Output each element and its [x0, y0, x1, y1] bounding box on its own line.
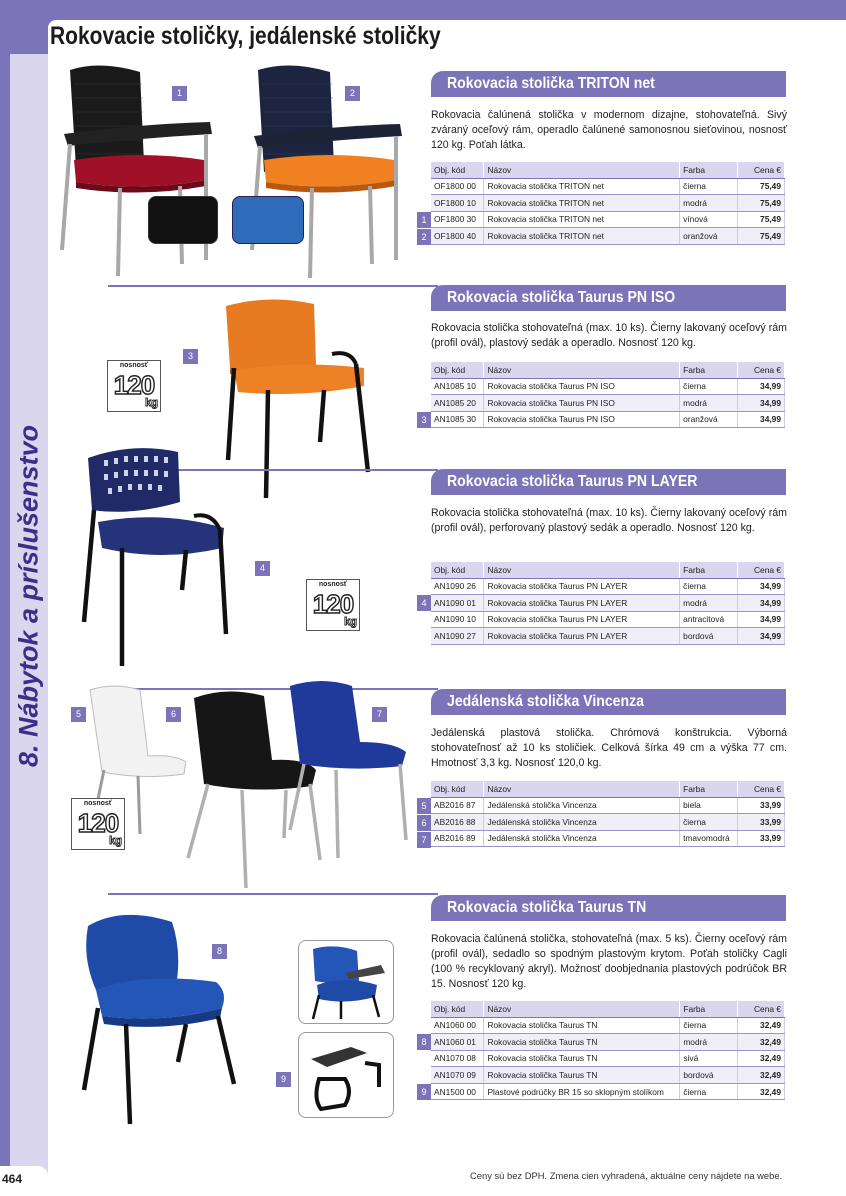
product-name: Jedálenská stolička Vincenza [484, 814, 680, 831]
col-header-price: Cena € [738, 162, 785, 178]
col-header-price: Cena € [738, 1001, 785, 1017]
section-description-triton: Rokovacia čalúnená stolička v modernom dizajne, stohovateľná. Sivý zváraný oceľový rám, operadlo čalúnené samonosnou sieťovinou, nosnosť 120 kg. Poťah látka. [431, 109, 787, 151]
chair-taurus-layer-image [82, 444, 242, 666]
product-code: AN1090 26 [431, 578, 484, 595]
product-price: 34,99 [738, 578, 785, 595]
product-code: AB2016 88 [431, 814, 484, 831]
section-heading-taurus-tn: Rokovacia stolička Taurus TN [431, 895, 786, 921]
row-marker: 4 [417, 595, 431, 611]
image-number-5: 5 [71, 707, 86, 722]
table-row [431, 830, 785, 847]
col-header-color: Farba [680, 781, 738, 797]
table-row [431, 1034, 785, 1051]
page-title: Rokovacie stoličky, jedálenské stoličky [50, 22, 441, 50]
product-name: Rokovacia stolička Taurus TN [484, 1034, 680, 1051]
row-marker: 9 [417, 1084, 431, 1100]
fabric-swatch-black [148, 196, 218, 244]
table-row [431, 395, 785, 412]
col-header-color: Farba [680, 162, 738, 178]
col-header-code: Obj. kód [431, 362, 484, 378]
product-name: Rokovacia stolička Taurus TN [484, 1017, 680, 1034]
product-color: čierna [680, 814, 738, 831]
fabric-swatch-blue [232, 196, 304, 244]
product-name: Rokovacia stolička Taurus PN LAYER [484, 578, 680, 595]
accessory-photo-chair-with-tablet [298, 940, 394, 1024]
product-name: Rokovacia stolička TRITON net [484, 228, 680, 245]
chair-vincenza-blue-image [286, 680, 416, 860]
row-marker: 3 [417, 412, 431, 428]
product-price: 34,99 [738, 395, 785, 412]
product-price: 33,99 [738, 814, 785, 831]
col-header-name: Názov [484, 562, 680, 578]
col-header-color: Farba [680, 1001, 738, 1017]
col-header-price: Cena € [738, 562, 785, 578]
product-code: AB2016 89 [431, 830, 484, 847]
product-name: Rokovacia stolička Taurus TN [484, 1067, 680, 1084]
product-code: OF1800 30 [431, 211, 484, 228]
product-name: Rokovacia stolička Taurus PN ISO [484, 378, 680, 395]
product-price: 75,49 [738, 195, 785, 212]
product-name: Rokovacia stolička Taurus TN [484, 1050, 680, 1067]
row-marker: 2 [417, 229, 431, 245]
product-code: AN1090 01 [431, 595, 484, 612]
col-header-color: Farba [680, 562, 738, 578]
row-marker: 8 [417, 1034, 431, 1050]
table-row [431, 178, 785, 195]
product-price: 32,49 [738, 1017, 785, 1034]
table-row [431, 1083, 785, 1100]
product-color: biela [680, 797, 738, 814]
product-color: bordová [680, 1067, 738, 1084]
col-header-code: Obj. kód [431, 162, 484, 178]
product-name: Jedálenská stolička Vincenza [484, 797, 680, 814]
page-number: 464 [2, 1172, 23, 1186]
product-code: AN1070 08 [431, 1050, 484, 1067]
product-color: modrá [680, 1034, 738, 1051]
product-code: AN1085 10 [431, 378, 484, 395]
product-color: čierna [680, 1083, 738, 1100]
product-price: 34,99 [738, 595, 785, 612]
section-heading-triton: Rokovacia stolička TRITON net [431, 71, 786, 97]
product-price: 75,49 [738, 211, 785, 228]
product-color: čierna [680, 1017, 738, 1034]
col-header-code: Obj. kód [431, 1001, 484, 1017]
section-description-taurus-iso: Rokovacia stolička stohovateľná (max. 10 ks). Čierny lakovaný oceľový rám (profil ovál), plastový sedák a operadlo. Nosnosť 120 kg. [431, 322, 787, 349]
section-description-taurus-layer: Rokovacia stolička stohovateľná (max. 10 ks). Čierny lakovaný oceľový rám (profil ovál), perforovaný plastový sedák a operadlo. Nosnosť 120 kg. [431, 507, 787, 534]
product-code: OF1800 00 [431, 178, 484, 195]
product-price: 32,49 [738, 1034, 785, 1051]
product-name: Rokovacia stolička Taurus PN LAYER [484, 595, 680, 612]
section-description-taurus-tn: Rokovacia čalúnená stolička, stohovateľná (max. 5 ks). Čierny oceľový rám (profil ovál), sedadlo so spodným plastovým krytom. Poťah stoličky Cagli (100 % recyklovaný akryl). Možnosť doobjednania plastových podrúčok BR 15. Nosnosť 120 kg. [431, 933, 787, 990]
product-code: OF1800 10 [431, 195, 484, 212]
table-row [431, 228, 785, 245]
table-row [431, 378, 785, 395]
col-header-name: Názov [484, 362, 680, 378]
product-code: AN1085 20 [431, 395, 484, 412]
image-number-4: 4 [255, 561, 270, 576]
section-description-vincenza: Jedálenská plastová stolička. Chrómová konštrukcia. Výborná stohovateľnosť až 10 ks stoličiek. Celková šírka 49 cm a výška 77 cm. Hmotnosť 3,3 kg. Nosnosť 120,0 kg. [431, 727, 787, 769]
product-code: AN1060 01 [431, 1034, 484, 1051]
row-marker: 5 [417, 798, 431, 814]
table-row [431, 411, 785, 428]
image-number-7: 7 [372, 707, 387, 722]
product-color: čierna [680, 378, 738, 395]
accessory-photo-armrest-br15 [298, 1032, 394, 1118]
product-name: Plastové podrúčky BR 15 so sklopným stolíkom [484, 1083, 680, 1100]
product-color: čierna [680, 178, 738, 195]
product-price: 34,99 [738, 611, 785, 628]
product-price: 33,99 [738, 797, 785, 814]
image-number-8: 8 [212, 944, 227, 959]
product-color: modrá [680, 395, 738, 412]
table-row [431, 1017, 785, 1034]
col-header-price: Cena € [738, 362, 785, 378]
load-capacity-badge: nosnosť 120 kg [107, 360, 161, 412]
product-table-taurus-iso [431, 362, 785, 428]
col-header-code: Obj. kód [431, 781, 484, 797]
section-heading-taurus-layer: Rokovacia stolička Taurus PN LAYER [431, 469, 786, 495]
product-name: Rokovacia stolička Taurus PN ISO [484, 395, 680, 412]
chair-with-tablet-icon [305, 945, 389, 1021]
product-name: Rokovacia stolička Taurus PN LAYER [484, 628, 680, 645]
product-color: oranžová [680, 411, 738, 428]
table-row [431, 595, 785, 612]
col-header-name: Názov [484, 162, 680, 178]
table-row [431, 628, 785, 645]
section-heading-taurus-iso: Rokovacia stolička Taurus PN ISO [431, 285, 786, 311]
product-code: AN1090 10 [431, 611, 484, 628]
col-header-name: Názov [484, 1001, 680, 1017]
product-table-vincenza [431, 781, 785, 847]
image-number-2: 2 [345, 86, 360, 101]
section-divider [108, 893, 438, 895]
row-marker: 1 [417, 212, 431, 228]
image-number-6: 6 [166, 707, 181, 722]
chair-triton-red-image [60, 64, 220, 279]
product-price: 75,49 [738, 178, 785, 195]
table-row [431, 814, 785, 831]
product-color: antracitová [680, 611, 738, 628]
product-code: OF1800 40 [431, 228, 484, 245]
product-color: tmavomodrá [680, 830, 738, 847]
product-name: Rokovacia stolička TRITON net [484, 211, 680, 228]
page-number-tab [0, 1166, 48, 1196]
product-price: 32,49 [738, 1067, 785, 1084]
product-code: AN1060 00 [431, 1017, 484, 1034]
product-table-triton [431, 162, 785, 245]
product-price: 34,99 [738, 378, 785, 395]
armrest-tablet-icon [305, 1039, 389, 1115]
table-row [431, 1050, 785, 1067]
product-name: Rokovacia stolička Taurus PN LAYER [484, 611, 680, 628]
product-name: Rokovacia stolička TRITON net [484, 178, 680, 195]
product-name: Jedálenská stolička Vincenza [484, 830, 680, 847]
product-price: 34,99 [738, 628, 785, 645]
col-header-price: Cena € [738, 781, 785, 797]
product-name: Rokovacia stolička Taurus PN ISO [484, 411, 680, 428]
col-header-code: Obj. kód [431, 562, 484, 578]
section-divider [108, 285, 438, 287]
product-color: modrá [680, 195, 738, 212]
col-header-color: Farba [680, 362, 738, 378]
product-code: AN1500 00 [431, 1083, 484, 1100]
product-table-taurus-layer [431, 562, 785, 645]
chapter-label: 8. Nábytok a príslušenstvo [13, 424, 44, 768]
section-heading-vincenza: Jedálenská stolička Vincenza [431, 689, 786, 715]
product-color: vínová [680, 211, 738, 228]
image-number-9: 9 [276, 1072, 291, 1087]
product-price: 32,49 [738, 1050, 785, 1067]
product-color: čierna [680, 578, 738, 595]
chair-triton-orange-image [250, 64, 410, 279]
product-code: AN1090 27 [431, 628, 484, 645]
table-row [431, 195, 785, 212]
image-number-1: 1 [172, 86, 187, 101]
product-price: 33,99 [738, 830, 785, 847]
product-price: 75,49 [738, 228, 785, 245]
footer-note: Ceny sú bez DPH. Zmena cien vyhradená, aktuálne ceny nájdete na webe. [470, 1170, 783, 1181]
product-color: sivá [680, 1050, 738, 1067]
table-row [431, 578, 785, 595]
table-row [431, 1067, 785, 1084]
load-capacity-badge: nosnosť 120 kg [306, 579, 360, 631]
row-marker: 7 [417, 832, 431, 848]
product-code: AN1085 30 [431, 411, 484, 428]
product-color: bordová [680, 628, 738, 645]
product-table-taurus-tn [431, 1001, 785, 1100]
table-row [431, 211, 785, 228]
col-header-name: Názov [484, 781, 680, 797]
table-row [431, 611, 785, 628]
product-color: modrá [680, 595, 738, 612]
product-code: AN1070 09 [431, 1067, 484, 1084]
image-number-3: 3 [183, 349, 198, 364]
product-price: 34,99 [738, 411, 785, 428]
product-price: 32,49 [738, 1083, 785, 1100]
product-color: oranžová [680, 228, 738, 245]
row-marker: 6 [417, 815, 431, 831]
load-capacity-badge: nosnosť 120 kg [71, 798, 125, 850]
product-name: Rokovacia stolička TRITON net [484, 195, 680, 212]
product-code: AB2016 87 [431, 797, 484, 814]
table-row [431, 797, 785, 814]
